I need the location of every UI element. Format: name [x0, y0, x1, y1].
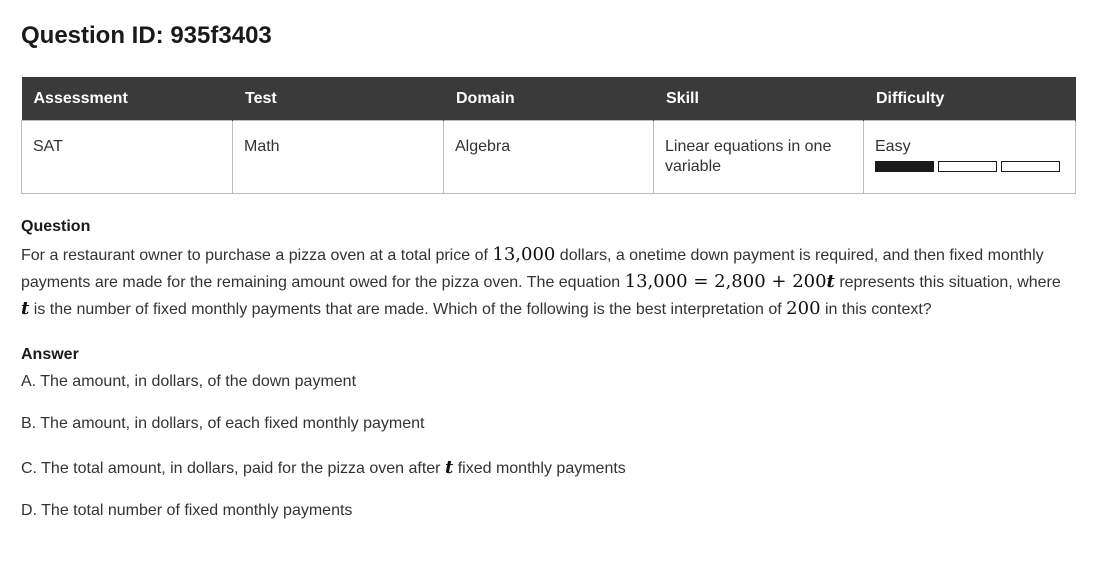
table-row [22, 121, 1076, 194]
choice-c-text: fixed monthly payments [453, 460, 626, 477]
math-equation-main: 13,000 = 2,800 + 200 [624, 271, 827, 292]
cell-assessment: SAT [22, 121, 233, 194]
math-variable-t: t [21, 298, 30, 319]
question-body [21, 242, 1073, 323]
question-text-part: dollars, a onetime down payment is required, and then fixed monthly payments are made for the remaining amount owed for the pizza oven. The equation [21, 247, 1044, 291]
difficulty-segment-empty [1001, 161, 1060, 172]
question-text-part: is the number of fixed monthly payments that are made. Which of the following is the best interpretation of [29, 301, 787, 318]
question-heading: Question [21, 218, 91, 235]
choice-a[interactable]: A. The amount, in dollars, of the down payment [21, 373, 357, 390]
header-domain: Domain [444, 77, 654, 121]
difficulty-label: Easy [875, 138, 911, 155]
difficulty-segment-empty [938, 161, 997, 172]
cell-difficulty [864, 121, 1076, 194]
math-variable-t: t [444, 457, 454, 478]
math-total-price: 13,000 [492, 244, 556, 265]
math-200: 200 [786, 298, 821, 319]
choice-c-text: C. The total amount, in dollars, paid for the pizza oven after [21, 460, 445, 477]
question-id-title: Question ID: 935f3403 [21, 22, 272, 49]
difficulty-segment-filled [875, 161, 934, 172]
math-equation [625, 271, 835, 292]
question-text-part: represents this situation, where [834, 274, 1061, 291]
answer-heading: Answer [21, 346, 79, 363]
choice-c[interactable] [21, 457, 626, 478]
header-difficulty: Difficulty [864, 77, 1076, 121]
question-text-part: in this context? [820, 301, 932, 318]
cell-test: Math [233, 121, 444, 194]
header-skill: Skill [654, 77, 864, 121]
math-equation-variable: t [826, 271, 835, 292]
question-text-part: For a restaurant owner to purchase a pizza oven at a total price of [21, 247, 493, 264]
table-header-row [22, 77, 1076, 121]
header-test: Test [233, 77, 444, 121]
choice-d[interactable]: D. The total number of fixed monthly payments [21, 502, 353, 519]
cell-domain: Algebra [444, 121, 654, 194]
choice-b[interactable]: B. The amount, in dollars, of each fixed monthly payment [21, 415, 425, 432]
header-assessment: Assessment [22, 77, 233, 121]
difficulty-meter [875, 161, 1064, 172]
question-metadata-table [21, 77, 1076, 194]
cell-skill: Linear equations in one variable [654, 121, 864, 194]
